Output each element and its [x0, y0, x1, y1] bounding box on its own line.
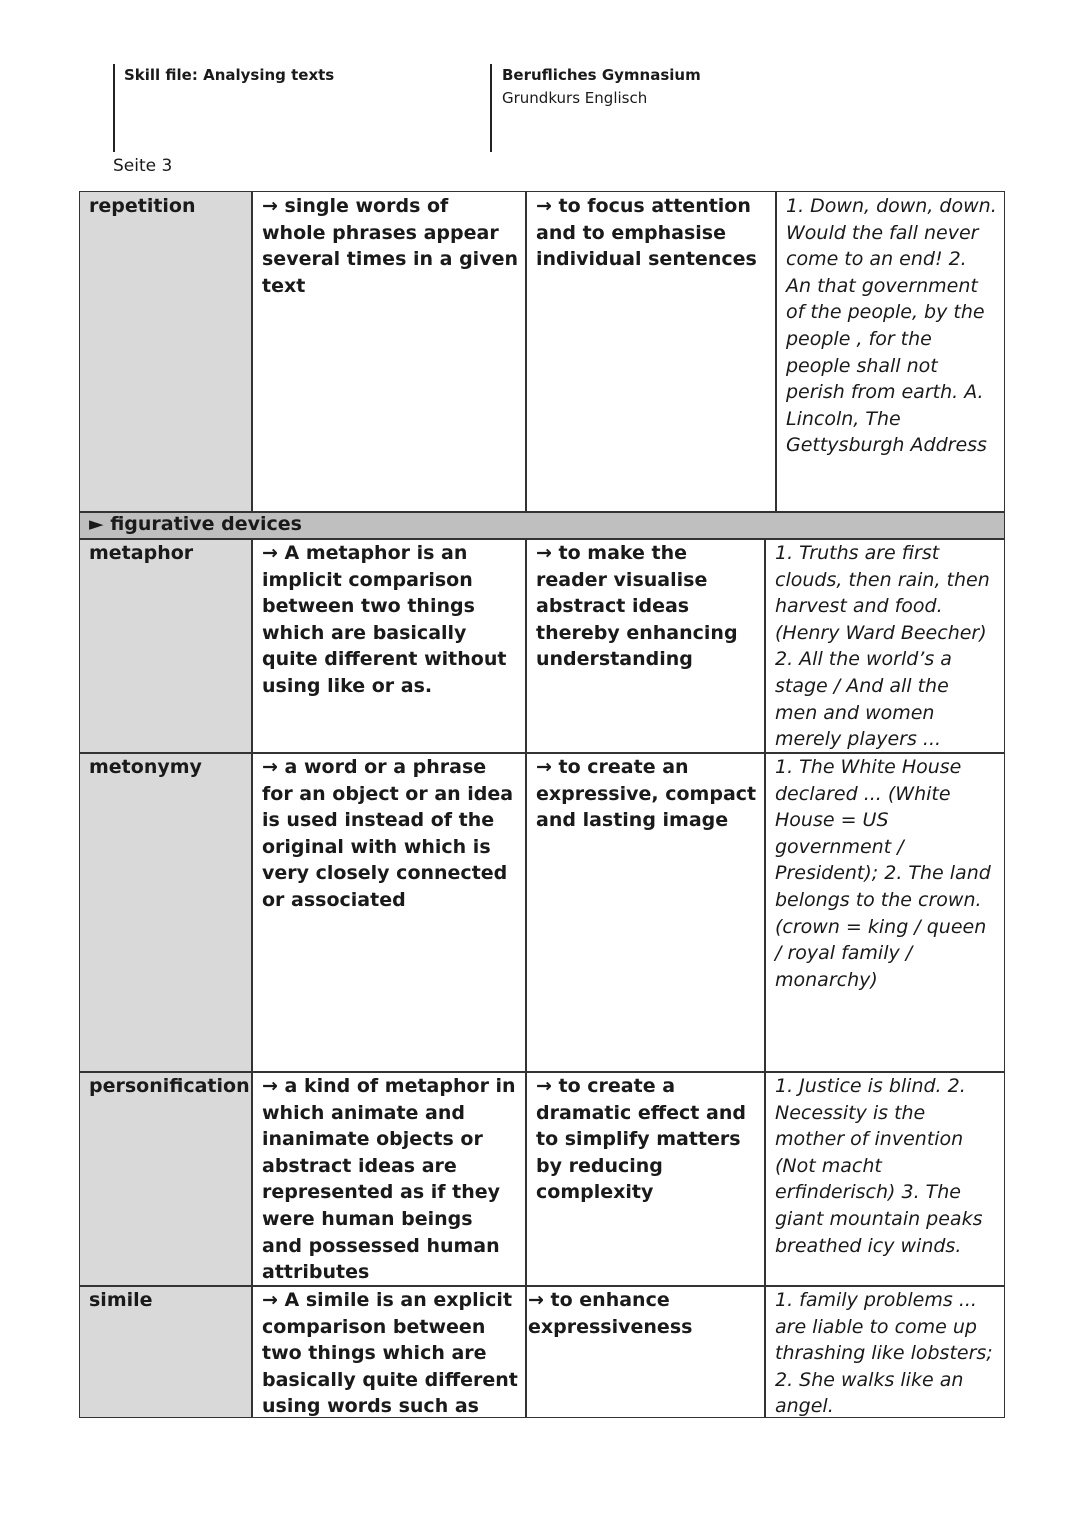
row-divider [79, 752, 1005, 754]
column-divider [525, 191, 527, 511]
definition-cell-repetition: → single words of whole phrases appear several times in a given text [262, 195, 518, 297]
example-cell-metonymy: 1. The White House declared ... (White House = US government / President); 2. The land belongs to the crown. (crown = king / queen / royal family / monarchy) [775, 756, 991, 991]
function-cell-metonymy: → to create an expressive, compact and lasting image [536, 756, 757, 832]
term-label: personification [89, 1075, 250, 1097]
example-cell-metaphor: 1. Truths are first clouds, then rain, then harvest and food. (Henry Ward Beecher) 2. All the world’s a stage / And all the men and women merely players ... [775, 542, 990, 751]
header-divider-middle [490, 64, 492, 152]
example-cell-personification: 1. Justice is blind. 2. Necessity is the mother of invention (Not macht erfinderisch) 3. The giant mountain peaks breathed icy winds. [775, 1075, 983, 1257]
row-divider [79, 1285, 1005, 1287]
row-divider [79, 511, 1005, 513]
function-cell-metaphor: → to make the reader visualise abstract ideas thereby enhancing understanding [536, 542, 738, 671]
term-label: repetition [89, 195, 196, 217]
page-number: Seite 3 [113, 156, 173, 176]
document-title: Skill file: Analysing texts [124, 66, 335, 84]
column-divider [251, 538, 253, 1418]
column-divider [764, 538, 766, 1418]
function-cell-personification: → to create a dramatic effect and to simplify matters by reducing complexity [536, 1075, 746, 1204]
column-divider [525, 538, 527, 1418]
row-divider [79, 538, 1005, 540]
function-cell-simile: → to enhance expressiveness [528, 1289, 693, 1338]
column-divider [775, 191, 777, 511]
definition-cell-personification: → a kind of metaphor in which animate and inanimate objects or abstract ideas are represented as if they were human beings and possessed human attributes [262, 1075, 516, 1284]
definition-cell-metaphor: → A metaphor is an implicit comparison between two things which are basically quite different without using like or as. [262, 542, 507, 697]
function-cell-repetition: → to focus attention and to emphasise individual sentences [536, 195, 757, 271]
term-label: metaphor [89, 542, 194, 564]
header-divider-left [113, 64, 115, 152]
definition-cell-simile: → A simile is an explicit comparison between two things which are basically quite different using words such as [262, 1289, 518, 1418]
course-name: Grundkurs Englisch [502, 89, 648, 107]
term-label: simile [89, 1289, 153, 1311]
example-cell-simile: 1. family problems ... are liable to come up thrashing like lobsters; 2. She walks like an angel. [775, 1289, 993, 1418]
section-heading-figurative-devices: ► figurative devices [79, 511, 1005, 538]
column-divider [251, 191, 253, 511]
example-cell-repetition: 1. Down, down, down. Would the fall never come to an end! 2. An that government of the people, by the people , for the people shall not perish from earth. A. Lincoln, The Gettysburgh Address [786, 195, 997, 457]
school-name: Berufliches Gymnasium [502, 66, 701, 84]
row-divider [79, 1071, 1005, 1073]
definition-cell-metonymy: → a word or a phrase for an object or an idea is used instead of the original with which is very closely connected or associated [262, 756, 514, 911]
stylistic-devices-table [79, 191, 1005, 1418]
term-label: metonymy [89, 756, 202, 778]
table-border [79, 191, 1005, 1418]
